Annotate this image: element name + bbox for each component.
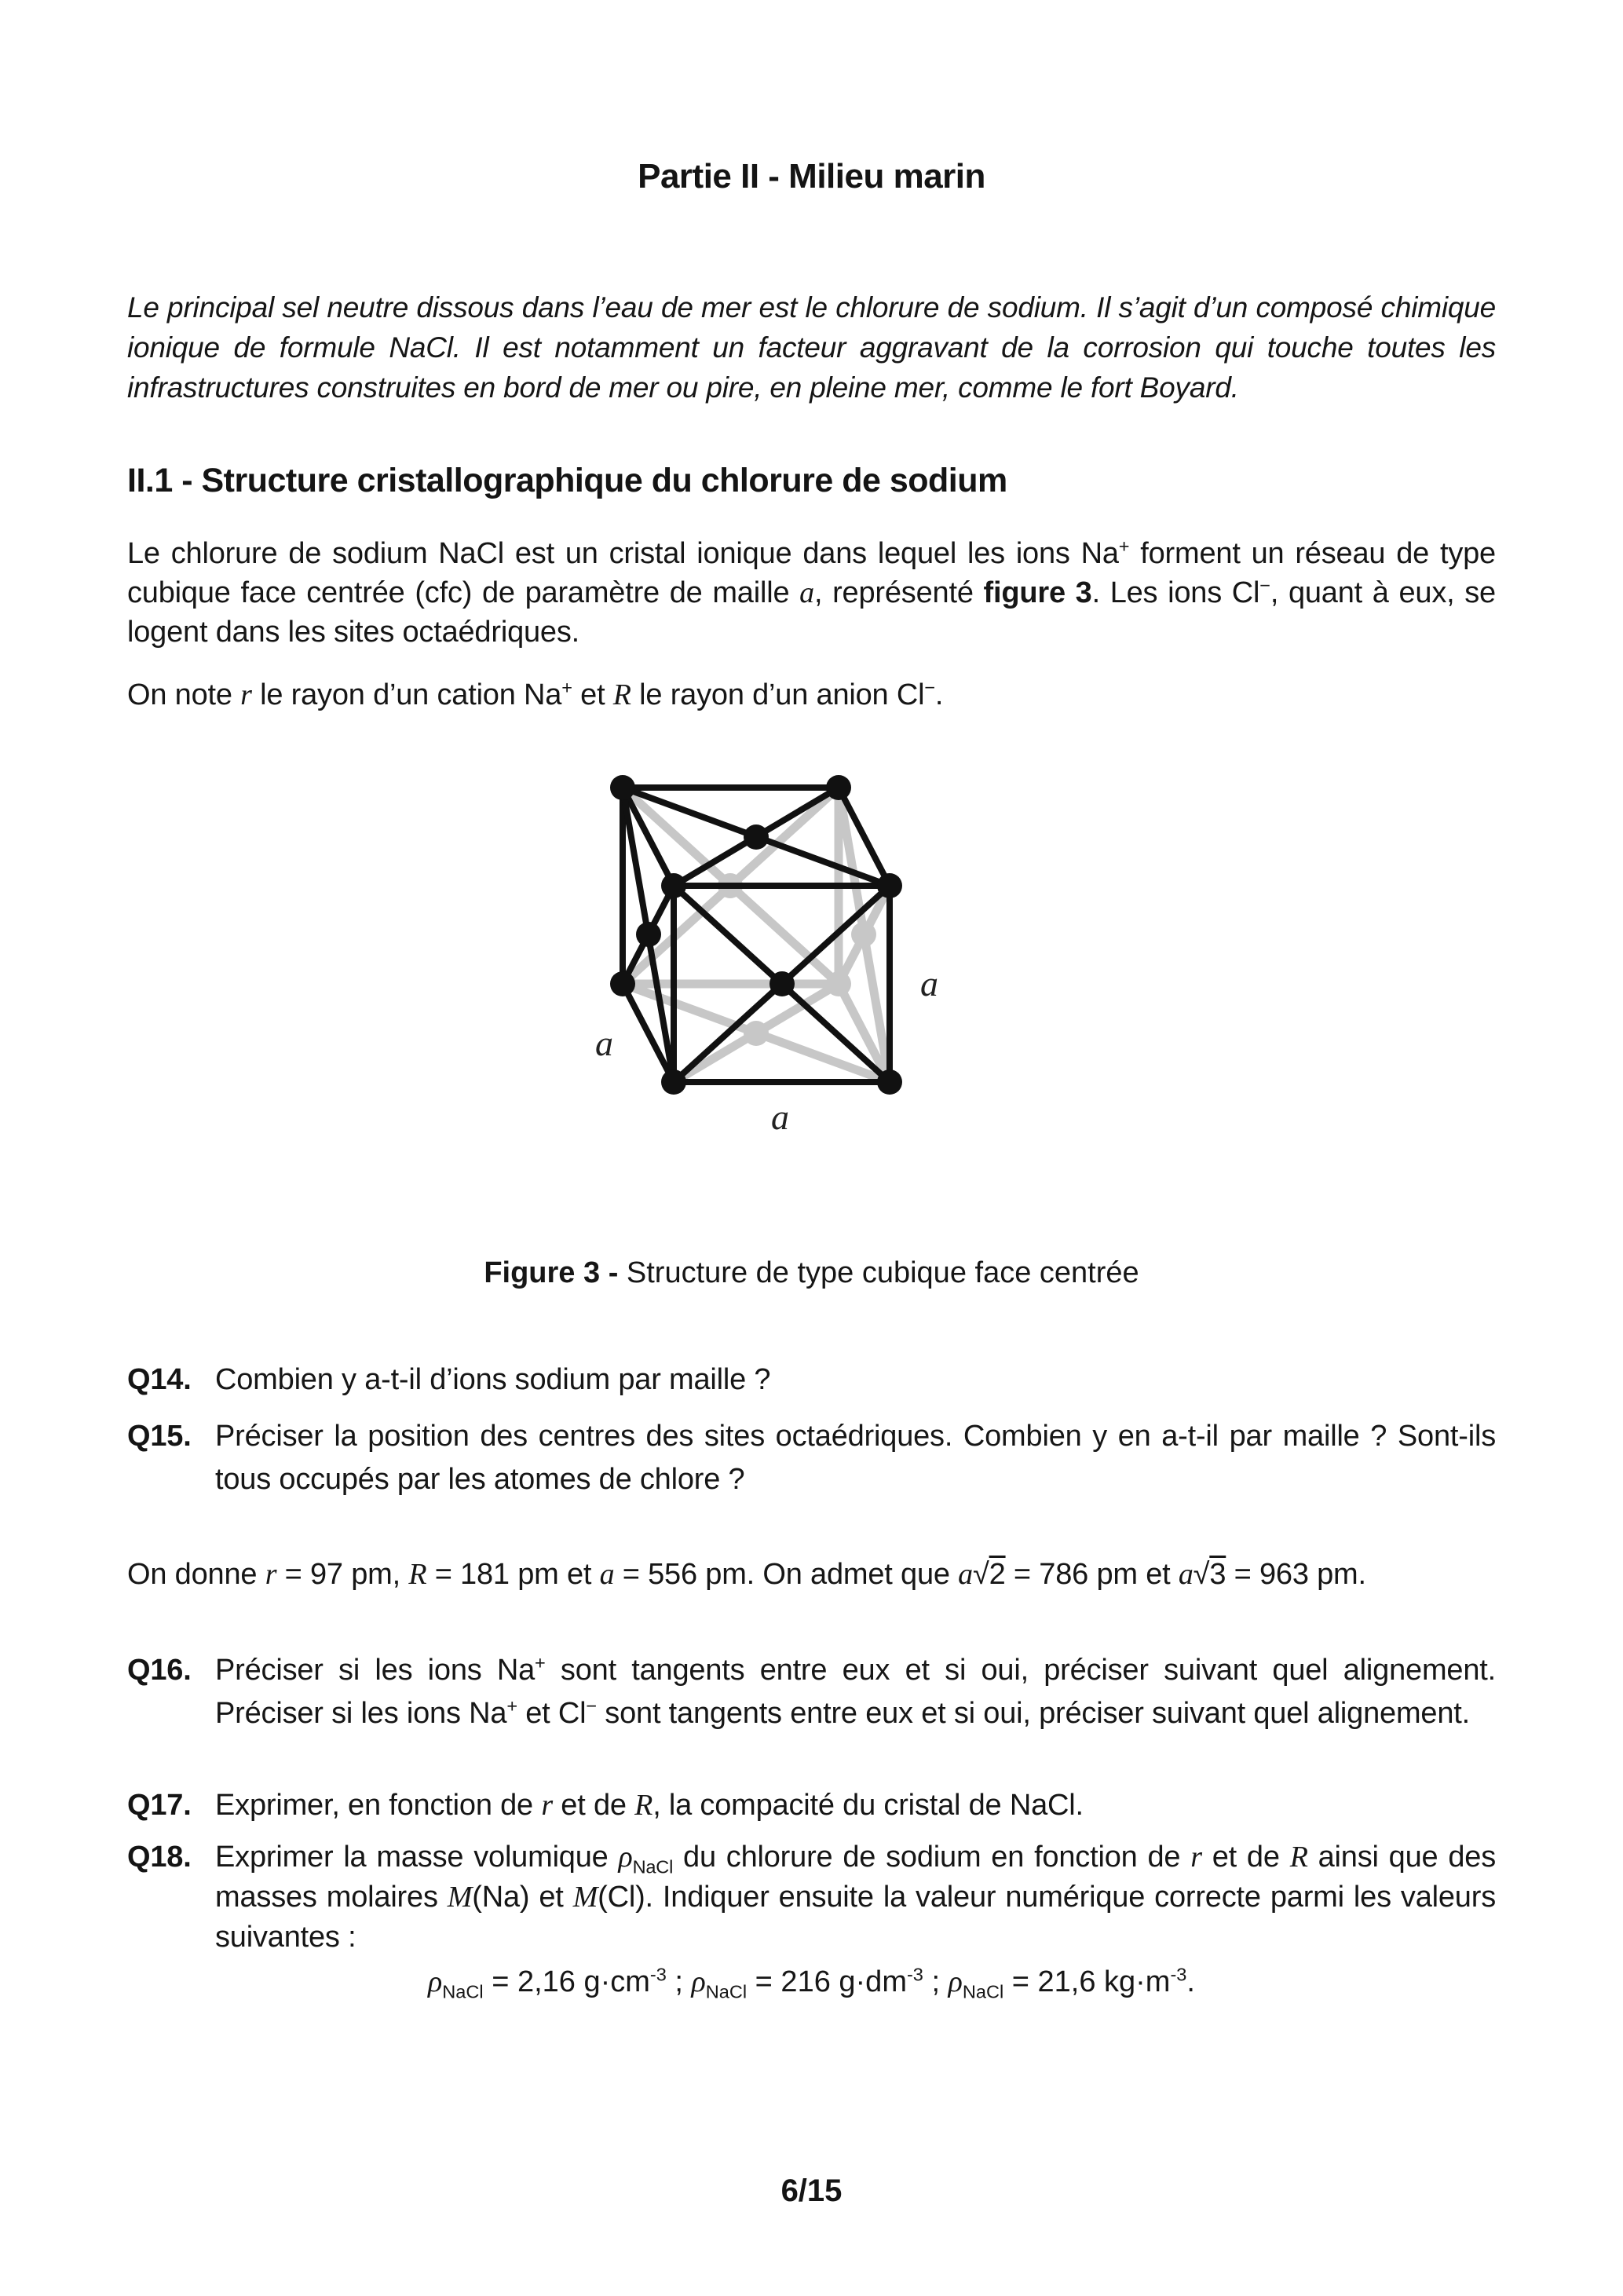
intro-paragraph: Le principal sel neutre dissous dans l’eau de mer est le chlorure de sodium. Il s’agit d’un composé chimique ionique de formule NaCl. Il est notamment un facteur aggravant de la corrosion qui touche toutes les infrastructures construites en bord de mer ou pire, en pleine mer, comme le fort Boyard.: [127, 291, 1496, 404]
section-heading: II.1 - Structure cristallographique du chlorure de sodium: [127, 462, 1007, 499]
ion-node: [877, 1069, 902, 1095]
ion-node: [610, 775, 635, 800]
figure-caption-label: Figure 3 -: [484, 1256, 627, 1289]
ion-node: [744, 824, 769, 850]
radius-note-line: On note r le rayon d’un cation Na+ et R le rayon d’un anion Cl−.: [127, 677, 944, 711]
fcc-structure-figure: [561, 746, 1103, 1154]
ion-node: [877, 873, 902, 898]
question-text: Préciser la position des centres des sites octaédriques. Combien y en a-t-il par maille ? Sont-ils tous occupés par les atomes de chlore ?: [215, 1420, 1496, 1496]
ion-node: [661, 1069, 686, 1095]
question-label: Q16.: [127, 1654, 192, 1687]
question-q14: [127, 1358, 1496, 1402]
question-q16: [127, 1649, 1496, 1735]
question-text: Combien y a-t-il d’ions sodium par maille ?: [215, 1363, 771, 1396]
question-q15: [127, 1415, 1496, 1501]
given-values-line: On donne r = 97 pm, R = 181 pm et a = 556 pm. On admet que a√2 = 786 pm et a√3 = 963 pm.: [127, 1558, 1366, 1591]
page-number: 6/15: [780, 2174, 843, 2208]
ion-node: [769, 971, 795, 996]
ion-node: [636, 922, 661, 947]
question-text: Exprimer la masse volumique $\rho_{NaCl}$ du chlorure de sodium en fonction de r et de R ainsi que des masses molaires M(Na) et M(Cl). Indiquer ensuite la valeur numérique correcte parmi les valeurs suivantes :: [215, 1841, 1497, 1954]
question-text: Exprimer, en fonction de r et de R, la compacité du cristal de NaCl.: [215, 1789, 1084, 1822]
page-title: Partie II - Milieu marin: [638, 157, 985, 196]
figure-caption-text: Structure de type cubique face centrée: [626, 1256, 1139, 1289]
question-label: Q17.: [127, 1789, 192, 1822]
edge-label-right: a: [920, 963, 938, 1004]
body-paragraph: Le chlorure de sodium NaCl est un cristal ionique dans lequel les ions Na+ forment un réseau de type cubique face centrée (cfc) de paramètre de maille a, représenté figure 3. Les ions Cl−, quant à eux, se logent dans les sites octaédriques.: [127, 536, 1496, 649]
question-q17: [127, 1784, 1496, 1827]
ion-node: [661, 873, 686, 898]
question-label: Q15.: [127, 1420, 192, 1453]
question-q18: [127, 1837, 1496, 1958]
ion-node: [826, 775, 851, 800]
ion-node: [610, 971, 635, 996]
edge-label-bottom: a: [771, 1097, 789, 1137]
ion-node-hidden: [851, 922, 876, 947]
question-label: Q14.: [127, 1363, 192, 1396]
edge-label-left: a: [595, 1023, 613, 1063]
figure-caption: [0, 1256, 1623, 1290]
ion-node-hidden: [826, 971, 851, 996]
ion-node-hidden: [744, 1021, 769, 1046]
density-values-line: $\rho_{NaCl} = 2,16$ $g\cdot cm^{-3}$ ; $\rho_{NaCl} = 216$ $g\cdot dm^{-3}$ ; $\rho_{NaCl} = 21,6$ $kg\cdot m^{-3}$.: [428, 1964, 1195, 2002]
question-text: Préciser si les ions Na+ sont tangents entre eux et si oui, préciser suivant quel alignement. Préciser si les ions Na+ et Cl− sont tangents entre eux et si oui, préciser suivant quel alignement.: [215, 1652, 1496, 1730]
question-label: Q18.: [127, 1841, 192, 1874]
